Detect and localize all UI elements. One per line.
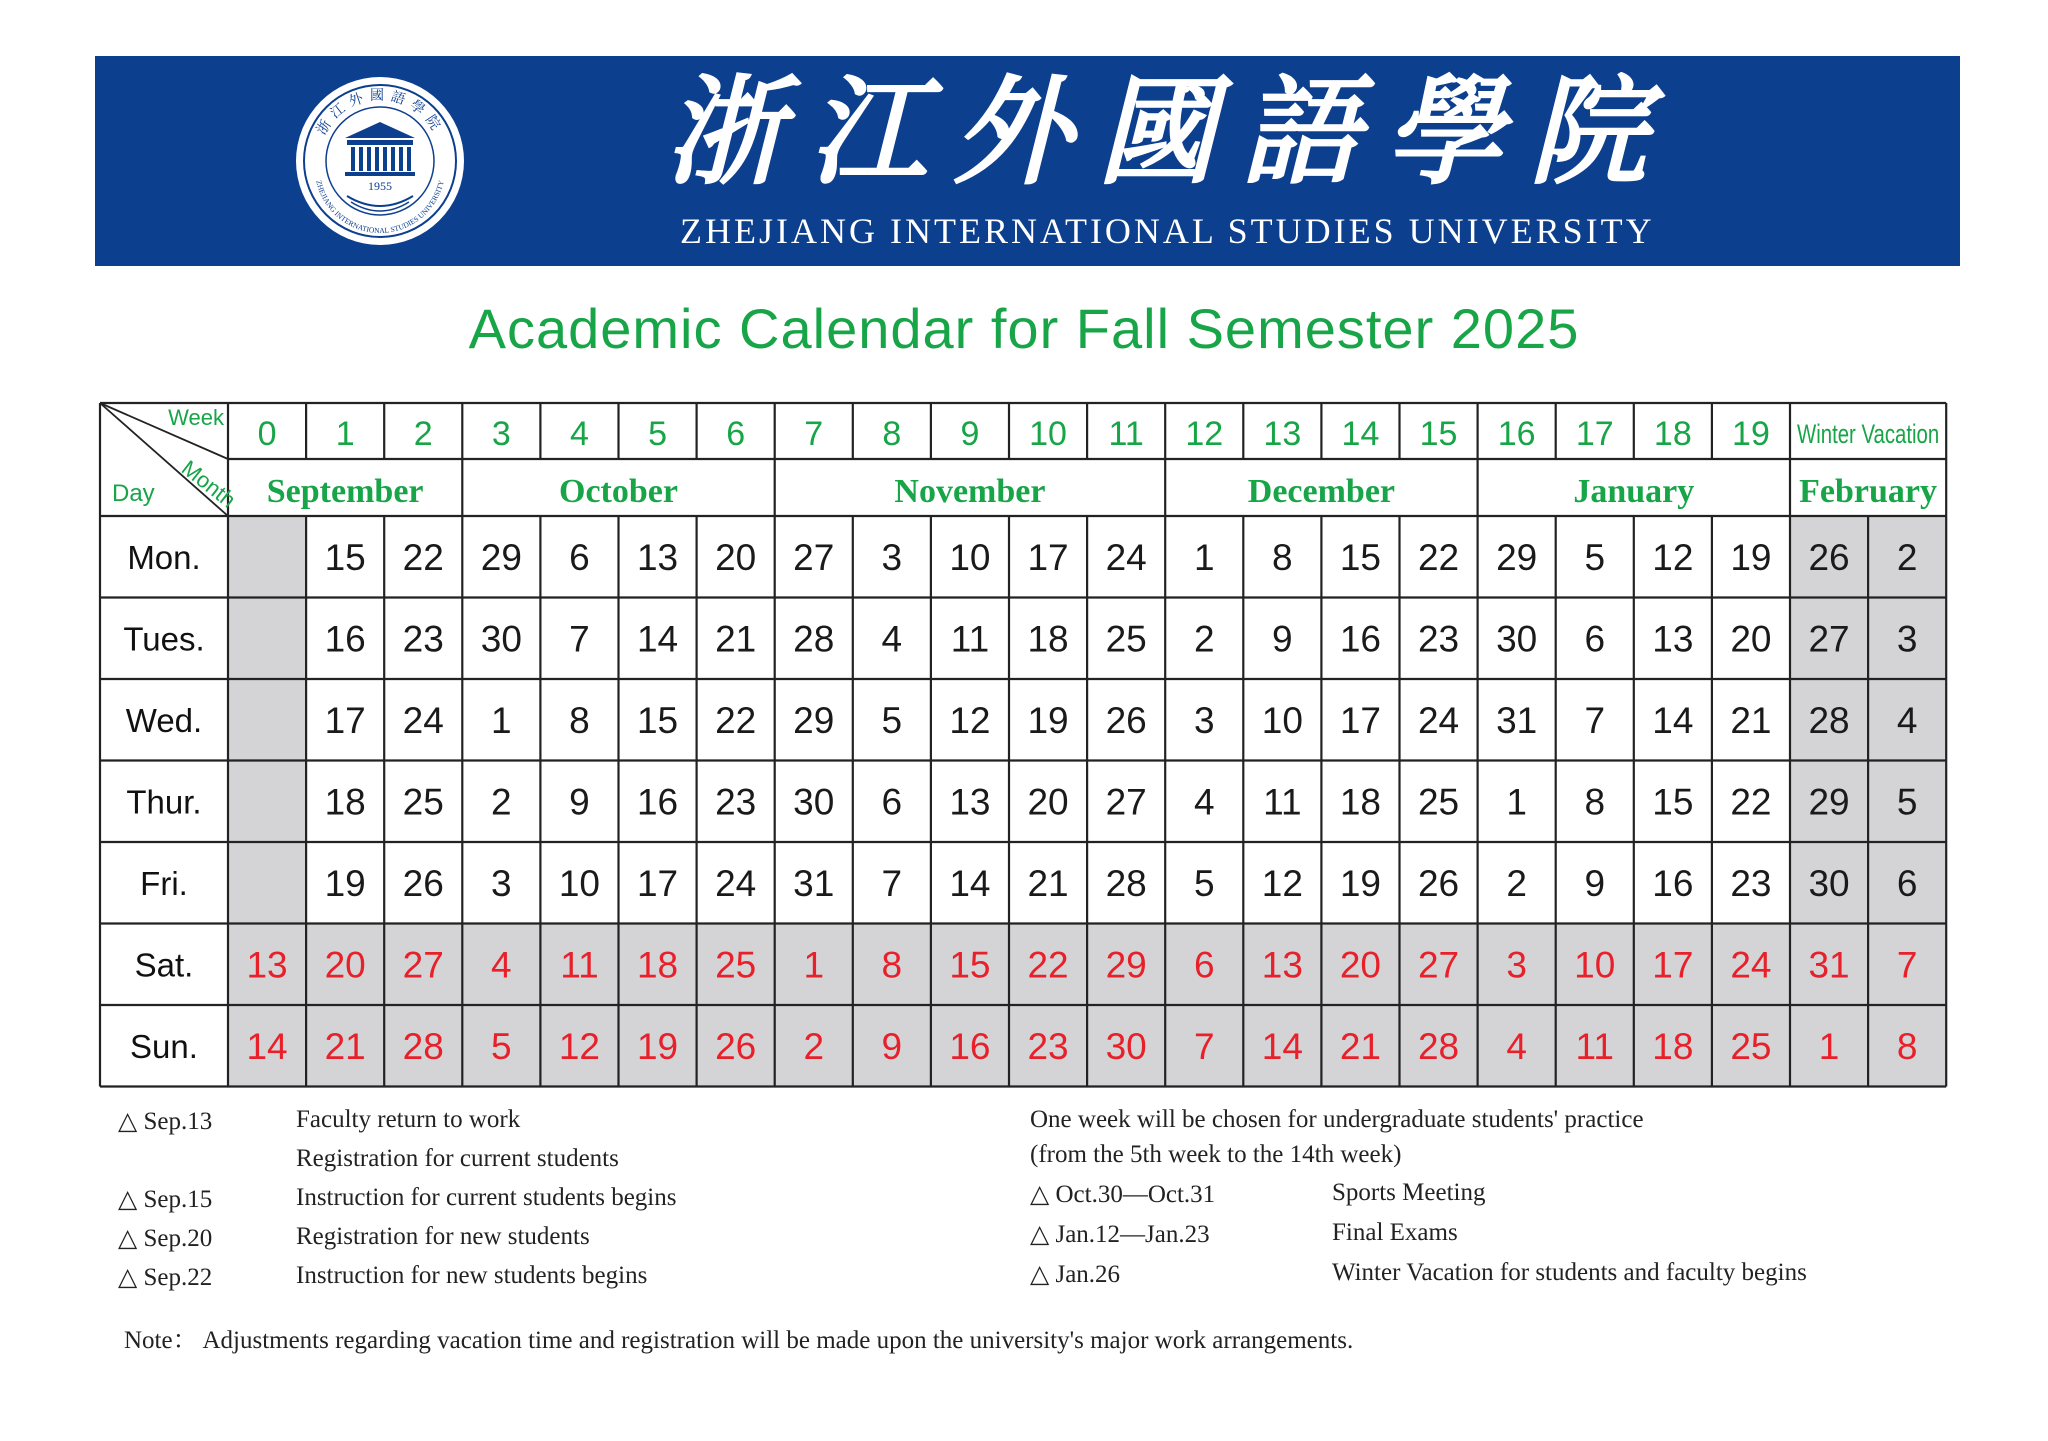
- weekday-date: 30: [793, 781, 835, 823]
- week-number: 1: [335, 415, 355, 453]
- note-left-text: Instruction for current students begins: [296, 1184, 677, 1211]
- weekend-date: 22: [1027, 944, 1069, 986]
- weekday-date: 4: [881, 618, 903, 660]
- note-right-date: △ Jan.26: [1030, 1261, 1121, 1288]
- week-number: 11: [1108, 415, 1144, 453]
- weekend-date: 1: [803, 944, 825, 986]
- week-number: 4: [569, 415, 589, 453]
- weekend-date: 28: [402, 1025, 444, 1067]
- seal-text-en: ZHEJIANG INTERNATIONAL STUDIES UNIVERSITY: [314, 179, 446, 236]
- weekend-date: 27: [1417, 944, 1460, 986]
- weekday-date: 9: [1272, 618, 1293, 660]
- weekday-date: 16: [1652, 862, 1694, 904]
- weekday-date: 14: [949, 862, 991, 904]
- weekend-date: 29: [1105, 944, 1147, 986]
- week-number: 0: [257, 415, 277, 453]
- weekday-date: 22: [402, 536, 444, 578]
- weekday-date: 1: [491, 699, 512, 741]
- weekday-date: 28: [1105, 862, 1147, 904]
- weekday-date: 10: [558, 862, 601, 904]
- weekend-date: 13: [246, 944, 288, 986]
- weekday-date: 16: [636, 781, 679, 823]
- weekend-date: 21: [324, 1025, 366, 1067]
- weekend-date: 11: [1575, 1025, 1614, 1067]
- weekday-date: 11: [1263, 781, 1302, 823]
- weekday-date: 24: [402, 699, 444, 741]
- weekday-date: 8: [1584, 781, 1606, 823]
- weekend-date: 7: [1193, 1025, 1215, 1067]
- weekday-date: 31: [1496, 699, 1538, 741]
- footnote: Note： Adjustments regarding vacation time and registration will be made upon the university's major work arrangements.: [124, 1327, 1354, 1354]
- note-left-text: Faculty return to work: [296, 1106, 521, 1133]
- weekday-date: 26: [1417, 862, 1460, 904]
- weekday-date: 17: [1027, 536, 1069, 578]
- weekday-date: 31: [793, 862, 835, 904]
- weekday-date: 20: [1730, 618, 1772, 660]
- weekday-date: 13: [949, 781, 991, 823]
- month-label: October: [559, 473, 678, 510]
- weekday-date: 13: [636, 536, 679, 578]
- week-number: 10: [1029, 415, 1067, 453]
- weekend-date: 31: [1808, 944, 1850, 986]
- weekday-date: 16: [1339, 618, 1382, 660]
- weekday-date: 17: [1339, 699, 1382, 741]
- weekday-date: 12: [1261, 862, 1303, 904]
- weekend-date: 20: [1339, 944, 1382, 986]
- note-right-date: △ Oct.30—Oct.31: [1030, 1181, 1216, 1208]
- note-right-text: Final Exams: [1332, 1219, 1458, 1246]
- weekday-date: 9: [1584, 862, 1606, 904]
- note-left-text: Registration for new students: [296, 1223, 590, 1250]
- weekend-date: 1: [1818, 1025, 1840, 1067]
- week-number: 6: [726, 415, 746, 453]
- weekend-date: 26: [715, 1025, 757, 1067]
- weekend-date: 14: [246, 1025, 288, 1067]
- weekday-date: 27: [1105, 781, 1147, 823]
- weekday-date: 3: [491, 862, 512, 904]
- week-number: 3: [491, 415, 511, 453]
- weekday-date: 6: [1896, 862, 1918, 904]
- calendar-notes: [0, 1100, 2048, 1360]
- weekday-date: 10: [949, 536, 991, 578]
- week-number: 18: [1653, 415, 1692, 453]
- day-label: Sat.: [134, 946, 194, 984]
- winter-vacation-header: Winter Vacation: [1797, 419, 1940, 449]
- weekday-date: 29: [793, 699, 835, 741]
- weekend-date: 17: [1652, 944, 1694, 986]
- weekday-date: 24: [1417, 699, 1460, 741]
- calendar-grid: [100, 403, 1948, 1083]
- weekend-date: 21: [1339, 1025, 1382, 1067]
- weekday-date: 22: [1417, 536, 1460, 578]
- week-number: 7: [804, 415, 824, 453]
- week-number: 12: [1185, 415, 1224, 453]
- weekend-date: 4: [1506, 1025, 1527, 1067]
- weekday-date: 23: [402, 618, 444, 660]
- weekend-date: 25: [715, 944, 757, 986]
- weekend-date: 7: [1896, 944, 1918, 986]
- month-label: January: [1573, 473, 1695, 510]
- weekday-date: 26: [1105, 699, 1147, 741]
- weekday-date: 5: [1896, 781, 1918, 823]
- day-label: Sun.: [130, 1027, 198, 1065]
- weekday-date: 17: [636, 862, 679, 904]
- seal-text-cn: 浙江外國語學院: [313, 88, 447, 138]
- note-left-date: △ Sep.22: [118, 1264, 213, 1291]
- month-label: September: [266, 473, 424, 510]
- weekday-date: 25: [1417, 781, 1460, 823]
- day-label: Tues.: [123, 620, 205, 658]
- weekday-date: 30: [1496, 618, 1538, 660]
- week-number: 16: [1497, 415, 1536, 453]
- weekend-date: 4: [491, 944, 512, 986]
- month-label: December: [1247, 473, 1396, 510]
- weekday-date: 6: [881, 781, 903, 823]
- week-number: 2: [413, 415, 433, 453]
- weekday-date: 10: [1261, 699, 1303, 741]
- note-right-text: Winter Vacation for students and faculty begins: [1332, 1259, 1807, 1286]
- weekday-date: 28: [793, 618, 835, 660]
- practice-note: (from the 5th week to the 14th week): [1030, 1141, 1402, 1168]
- weekend-date: 20: [324, 944, 366, 986]
- weekday-date: 24: [715, 862, 757, 904]
- weekend-date: 25: [1730, 1025, 1772, 1067]
- weekend-date: 10: [1574, 944, 1616, 986]
- weekday-date: 21: [715, 618, 757, 660]
- weekday-date: 15: [1339, 536, 1382, 578]
- weekday-date: 16: [324, 618, 366, 660]
- weekend-date: 18: [636, 944, 679, 986]
- week-number: 5: [648, 415, 668, 453]
- week-number: 15: [1419, 415, 1458, 453]
- weekday-date: 18: [1027, 618, 1069, 660]
- weekday-date: 3: [881, 536, 903, 578]
- weekend-date: 23: [1027, 1025, 1069, 1067]
- university-seal-icon: [295, 76, 465, 246]
- weekend-date: 16: [949, 1025, 991, 1067]
- weekday-date: 29: [1808, 781, 1850, 823]
- weekday-date: 9: [569, 781, 590, 823]
- weekday-date: 29: [480, 536, 522, 578]
- note-left-date: △ Sep.20: [118, 1225, 213, 1252]
- weekday-date: 2: [491, 781, 512, 823]
- weekday-date: 2: [1506, 862, 1527, 904]
- note-right-text: Sports Meeting: [1332, 1179, 1486, 1206]
- week-number: 19: [1732, 415, 1770, 453]
- weekday-date: 20: [715, 536, 757, 578]
- university-name-en: ZHEJIANG INTERNATIONAL STUDIES UNIVERSITY: [680, 211, 1655, 251]
- weekday-date: 11: [950, 618, 990, 660]
- weekday-date: 22: [1730, 781, 1772, 823]
- weekend-date: 8: [1896, 1025, 1918, 1067]
- weekday-date: 20: [1027, 781, 1069, 823]
- weekday-date: 17: [324, 699, 366, 741]
- weekday-date: 5: [881, 699, 903, 741]
- weekend-date: 30: [1105, 1025, 1147, 1067]
- weekday-date: 30: [1808, 862, 1850, 904]
- weekday-date: 14: [1652, 699, 1694, 741]
- corner-month-label: Month: [176, 455, 241, 513]
- weekday-date: 23: [1417, 618, 1460, 660]
- weekend-date: 5: [491, 1025, 512, 1067]
- seal-year: 1955: [368, 179, 392, 193]
- weekday-date: 13: [1652, 618, 1694, 660]
- weekday-date: 21: [1027, 862, 1069, 904]
- weekend-date: 15: [949, 944, 991, 986]
- weekday-date: 6: [1584, 618, 1606, 660]
- weekday-date: 23: [715, 781, 757, 823]
- weekday-date: 15: [636, 699, 679, 741]
- weekday-date: 1: [1193, 536, 1215, 578]
- weekday-date: 2: [1193, 618, 1215, 660]
- day-label: Wed.: [125, 701, 203, 739]
- weekday-date: 12: [1652, 536, 1694, 578]
- weekend-date: 6: [1193, 944, 1215, 986]
- weekend-date: 24: [1730, 944, 1772, 986]
- weekend-date: 2: [803, 1025, 825, 1067]
- weekday-date: 8: [1272, 536, 1293, 578]
- weekend-date: 9: [881, 1025, 903, 1067]
- weekday-date: 4: [1896, 699, 1918, 741]
- corner-day-label: Day: [112, 480, 155, 507]
- weekday-date: 24: [1105, 536, 1147, 578]
- note-right-date: △ Jan.12—Jan.23: [1030, 1221, 1210, 1248]
- weekday-date: 22: [715, 699, 757, 741]
- weekday-date: 15: [324, 536, 366, 578]
- practice-note: One week will be chosen for undergraduate students' practice: [1030, 1106, 1644, 1133]
- weekday-date: 12: [949, 699, 991, 741]
- week-number: 14: [1341, 415, 1380, 453]
- weekend-date: 18: [1652, 1025, 1694, 1067]
- weekday-date: 19: [324, 862, 366, 904]
- weekday-date: 3: [1193, 699, 1215, 741]
- weekday-date: 19: [1339, 862, 1382, 904]
- weekend-date: 13: [1261, 944, 1303, 986]
- weekend-date: 14: [1261, 1025, 1303, 1067]
- day-label: Thur.: [126, 783, 202, 821]
- week0-shade: [228, 516, 306, 924]
- weekend-date: 28: [1417, 1025, 1460, 1067]
- weekend-date: 12: [558, 1025, 601, 1067]
- weekday-date: 1: [1506, 781, 1527, 823]
- weekend-date: 11: [560, 944, 599, 986]
- week-number: 8: [882, 415, 902, 453]
- weekend-date: 3: [1506, 944, 1527, 986]
- weekday-date: 21: [1730, 699, 1772, 741]
- weekday-date: 18: [1339, 781, 1382, 823]
- weekday-date: 4: [1193, 781, 1215, 823]
- weekday-date: 6: [569, 536, 590, 578]
- weekday-date: 30: [480, 618, 522, 660]
- note-left-date: △ Sep.15: [118, 1186, 213, 1213]
- week-number: 9: [960, 415, 980, 453]
- weekday-date: 19: [1027, 699, 1069, 741]
- weekday-date: 3: [1896, 618, 1918, 660]
- weekend-date: 19: [636, 1025, 679, 1067]
- weekday-date: 29: [1496, 536, 1538, 578]
- weekday-date: 7: [881, 862, 903, 904]
- weekday-date: 15: [1652, 781, 1694, 823]
- weekday-date: 19: [1730, 536, 1772, 578]
- week-number: 17: [1575, 415, 1614, 453]
- weekday-date: 8: [569, 699, 590, 741]
- weekday-date: 25: [402, 781, 444, 823]
- day-label: Fri.: [140, 864, 188, 902]
- university-name-cn: 浙江外國語學院: [665, 62, 1674, 201]
- page-title: Academic Calendar for Fall Semester 2025: [468, 297, 1580, 360]
- weekday-date: 26: [402, 862, 444, 904]
- weekday-date: 25: [1105, 618, 1147, 660]
- day-label: Mon.: [127, 538, 201, 576]
- week-number: 13: [1263, 415, 1302, 453]
- note-left-text: Registration for current students: [296, 1145, 619, 1172]
- weekday-date: 27: [793, 536, 835, 578]
- weekday-date: 23: [1730, 862, 1772, 904]
- weekday-date: 2: [1896, 536, 1918, 578]
- weekday-date: 27: [1808, 618, 1850, 660]
- corner-week-label: Week: [168, 405, 224, 430]
- weekday-date: 5: [1193, 862, 1215, 904]
- weekend-date: 27: [402, 944, 444, 986]
- weekday-date: 28: [1808, 699, 1850, 741]
- weekday-date: 7: [1584, 699, 1606, 741]
- university-banner: [95, 56, 1960, 266]
- month-label: November: [894, 473, 1046, 510]
- weekend-date: 8: [881, 944, 903, 986]
- note-left-text: Instruction for new students begins: [296, 1262, 648, 1289]
- weekday-date: 5: [1584, 536, 1606, 578]
- weekday-date: 26: [1808, 536, 1850, 578]
- weekday-date: 18: [324, 781, 366, 823]
- weekday-date: 7: [569, 618, 590, 660]
- weekday-date: 14: [636, 618, 679, 660]
- note-left-date: △ Sep.13: [118, 1108, 213, 1135]
- month-label: February: [1799, 473, 1938, 510]
